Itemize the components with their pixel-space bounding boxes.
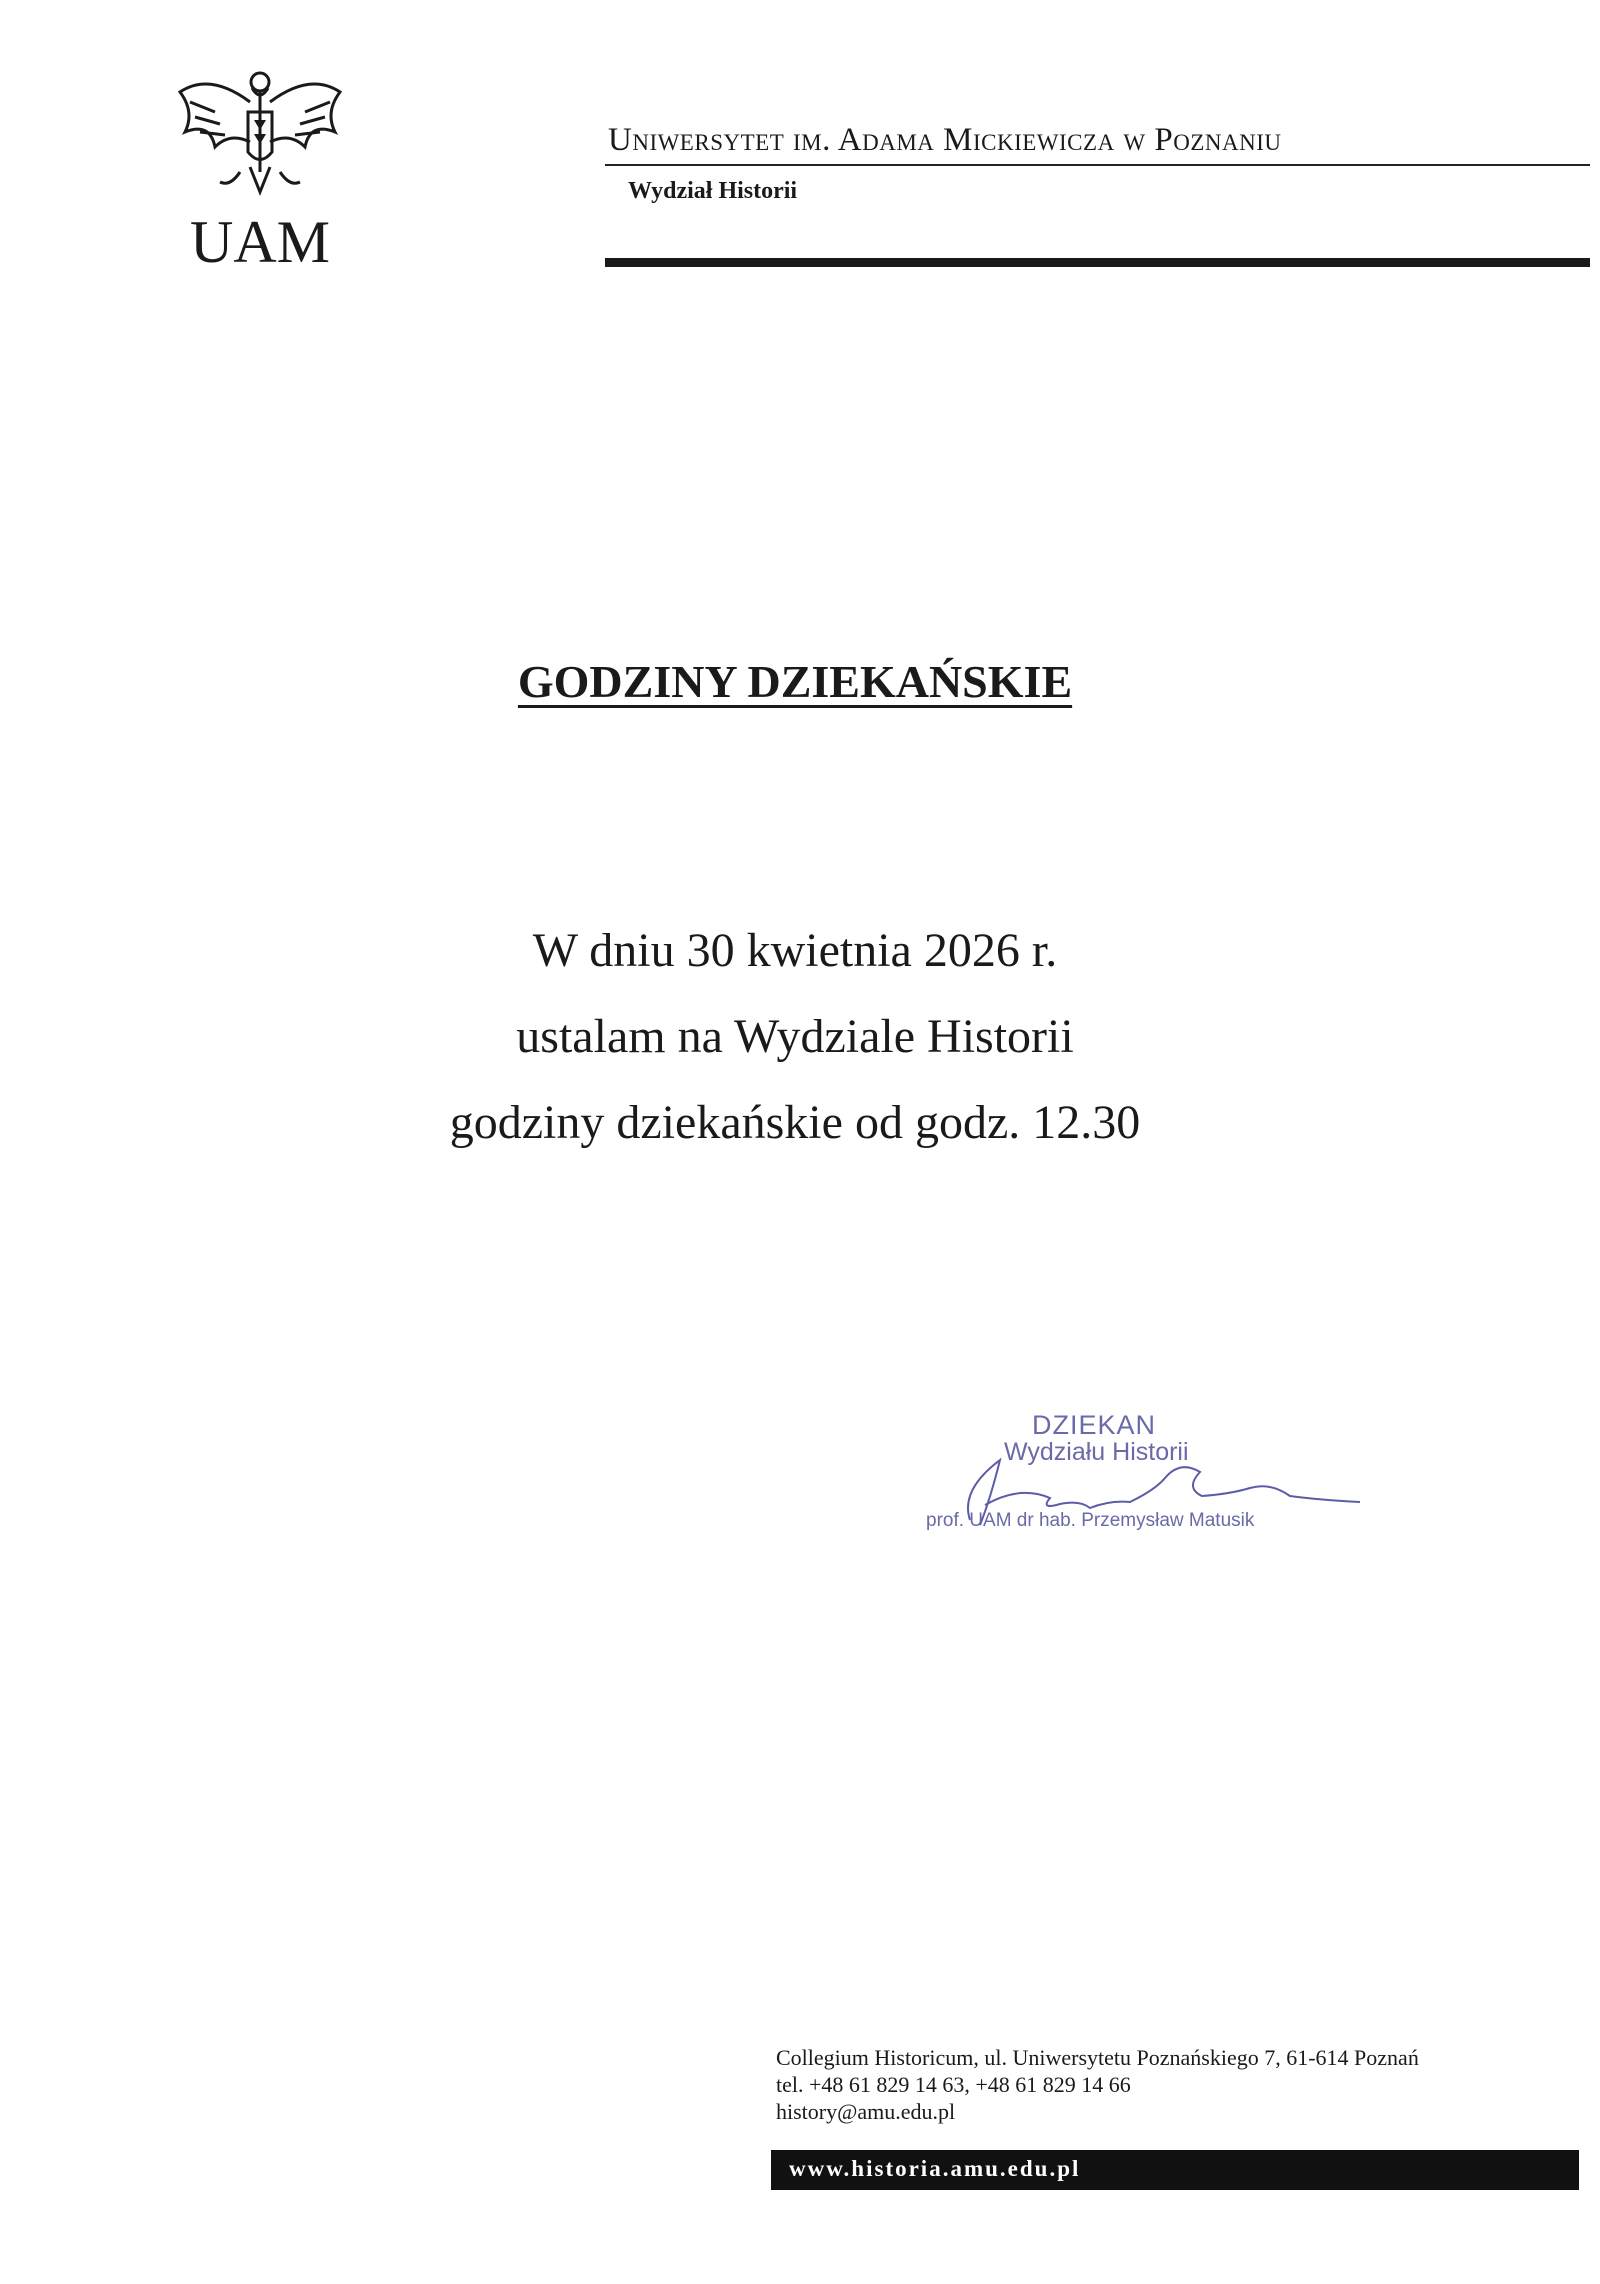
handwritten-signature <box>940 1430 1360 1540</box>
header-divider <box>605 164 1590 166</box>
logo-text: UAM <box>189 209 331 272</box>
footer-website: www.historia.amu.edu.pl <box>789 2156 1081 2181</box>
footer-contact <box>776 2044 1419 2125</box>
stamp-name: prof. UAM dr hab. Przemysław Matusik <box>926 1510 1255 1531</box>
body-line-1: W dniu 30 kwietnia 2026 r. <box>532 924 1058 977</box>
footer-email: history@amu.edu.pl <box>776 2099 956 2124</box>
eagle-emblem-icon <box>170 62 350 272</box>
body-line-3: godziny dziekańskie od godz. 12.30 <box>449 1096 1141 1149</box>
dean-stamp <box>920 1410 1360 1550</box>
faculty-name: Wydział Historii <box>628 178 798 204</box>
university-logo <box>170 62 350 272</box>
document-title: GODZINY DZIEKAŃSKIE <box>517 656 1073 707</box>
stamp-faculty: Wydziału Historii <box>1004 1438 1189 1466</box>
body-line-2: ustalam na Wydziale Historii <box>516 1010 1074 1063</box>
footer-phone: tel. +48 61 829 14 63, +48 61 829 14 66 <box>776 2072 1131 2097</box>
footer-address-line: Collegium Historicum, ul. Uniwersytetu Poznańskiego 7, 61-614 Poznań <box>776 2045 1419 2070</box>
stamp-title: DZIEKAN <box>1032 1410 1157 1440</box>
header-bar <box>605 258 1590 267</box>
announcement-body <box>0 908 1590 1166</box>
university-name: Uniwersytet im. Adama Mickiewicza w Poznaniu <box>608 122 1282 158</box>
footer-website-bar <box>771 2150 1579 2190</box>
